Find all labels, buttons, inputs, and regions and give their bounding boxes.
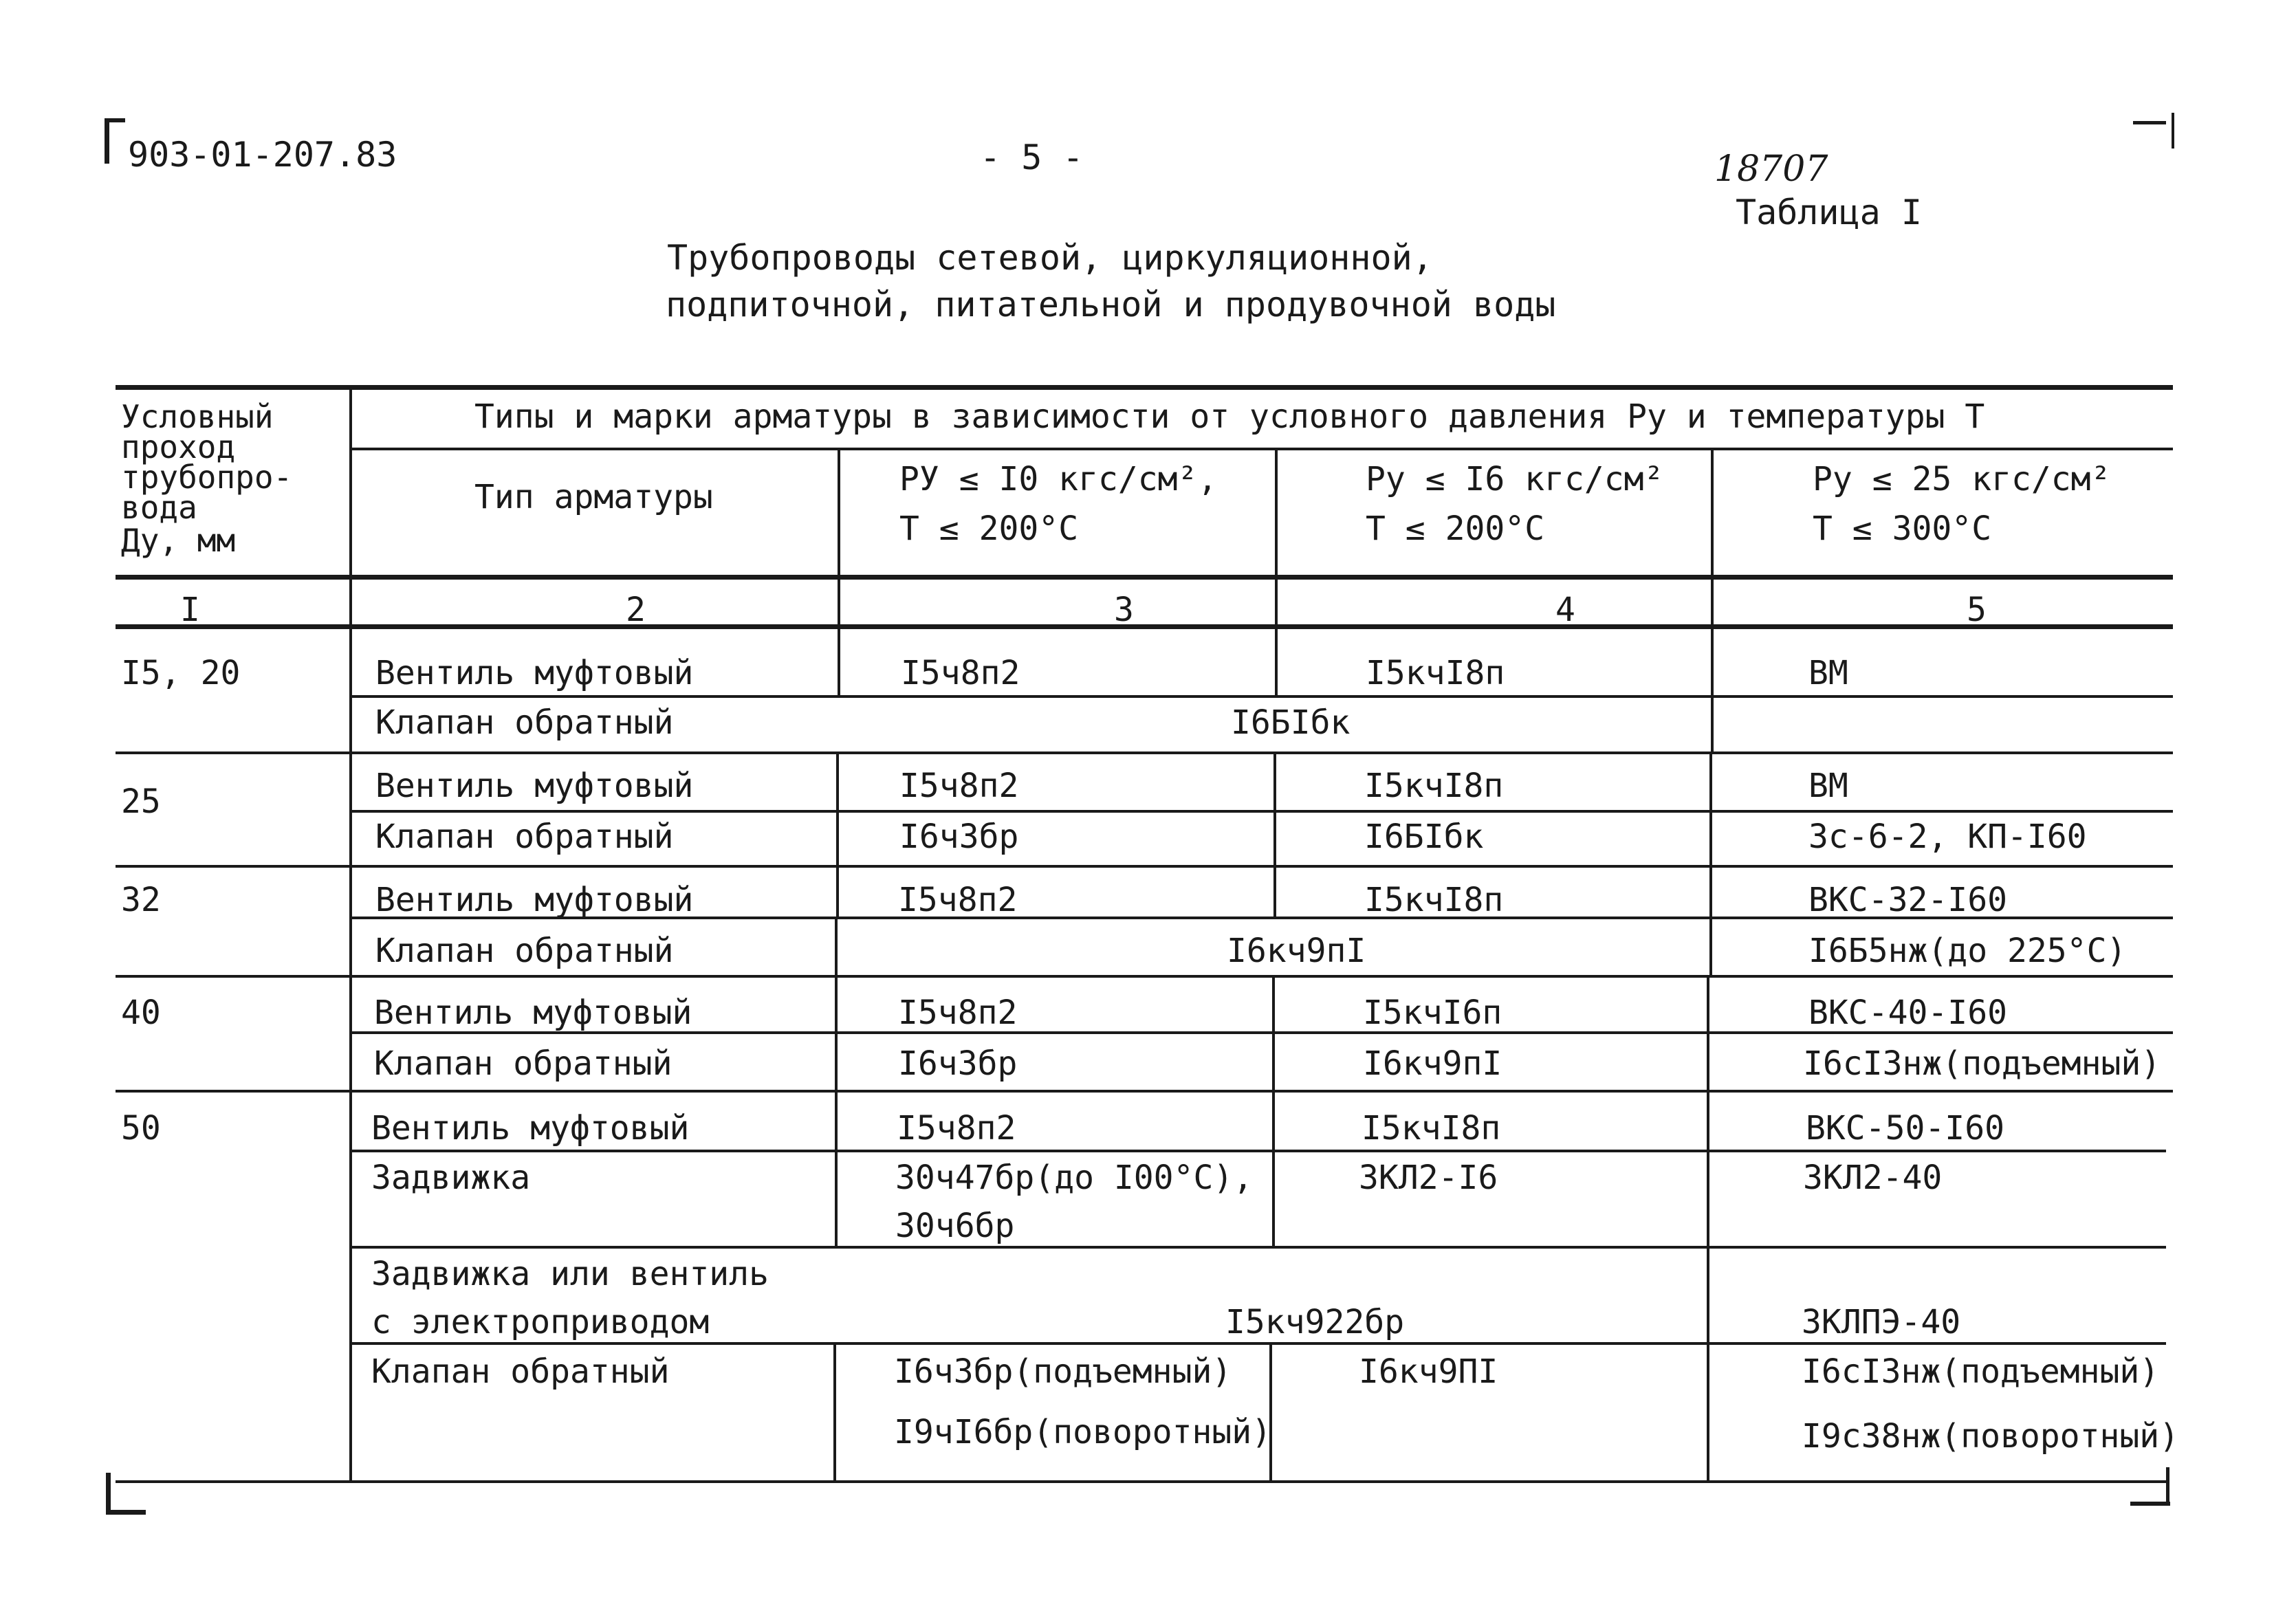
c3-cell: I5ч8п2: [897, 1109, 1016, 1148]
c3-cell-l2: I9чI6бр(поворотный): [894, 1413, 1272, 1451]
corner-mark-top-right: [2133, 121, 2166, 124]
c5-cell: ВМ: [1808, 767, 1848, 805]
rule-g4-end: [116, 1090, 2173, 1093]
c5-cell: 3КЛ2-40: [1803, 1159, 1943, 1197]
rule-g5-r3: [351, 1342, 2166, 1345]
c5-cell: ВКС-32-I60: [1808, 881, 2007, 919]
type-cell: Клапан обратный: [375, 703, 674, 742]
rule-span-bottom: [351, 448, 2173, 450]
head-col3-l2: Т ≤ 200°С: [899, 509, 1079, 548]
rule-g2-end: [116, 865, 2173, 868]
col-line-3-g2: [1273, 751, 1276, 917]
head-col1-l3: трубопро-: [121, 459, 293, 496]
table-title-line1: Трубопроводы сетевой, циркуляционной,: [667, 238, 1433, 278]
c34-cell: I5кч922бр: [1225, 1303, 1405, 1341]
c4-cell: I5кчI8п: [1366, 654, 1505, 692]
col-line-2-g3r2: [835, 917, 838, 975]
head-col5-l2: Т ≤ 300°С: [1813, 509, 1992, 548]
c3-cell-l2: 30ч6бр: [895, 1207, 1015, 1245]
c4-cell: I5кчI8п: [1364, 767, 1504, 805]
head-col1-l4: вода: [121, 489, 197, 526]
head-col1-l1: Условный: [121, 398, 274, 435]
handwritten-number: 18707: [1714, 149, 1828, 190]
col-line-4-g4: [1707, 975, 1709, 1480]
type-cell: Клапан обратный: [374, 1044, 673, 1083]
corner-mark-top-right-v: [2172, 113, 2174, 149]
type-cell: Вентиль муфтовый: [375, 881, 694, 919]
dn-cell: I5, 20: [121, 654, 241, 692]
document-code: 903-01-207.83: [128, 135, 397, 175]
page-number: - 5 -: [980, 138, 1084, 177]
c3-cell: I5ч8п2: [901, 654, 1020, 692]
head-col3-l1: РУ ≤ I0 кгс/см²,: [899, 460, 1218, 498]
c5-cell: I6сI3нж(подъемный): [1803, 1044, 2161, 1083]
c4-cell: I5кчI6п: [1363, 994, 1502, 1032]
rule-head-bottom: [116, 575, 2173, 580]
c5-cell-l2: I9с38нж(поворотный): [1802, 1417, 2180, 1456]
c3-cell: I5ч8п2: [898, 994, 1018, 1032]
head-col1-l5: Ду, мм: [121, 522, 236, 559]
type-cell: Клапан обратный: [375, 818, 674, 856]
corner-mark-top-left-h: [105, 118, 125, 122]
c3-cell: I5ч8п2: [899, 767, 1019, 805]
type-cell-l2: с электроприводом: [371, 1303, 710, 1341]
table-label: Таблица I: [1736, 193, 1922, 232]
type-cell: Вентиль муфтовый: [375, 767, 694, 805]
col-line-4-g1r2: [1711, 695, 1714, 751]
corner-mark-bottom-right-v: [2166, 1467, 2169, 1506]
corner-mark-top-left: [105, 118, 109, 164]
col-number-1: I: [180, 591, 200, 629]
c34-cell: I6кч9пI: [1227, 932, 1366, 970]
c5-cell: ВМ: [1808, 654, 1848, 692]
col-line-2-g4: [835, 975, 838, 1246]
col-number-4: 4: [1555, 591, 1575, 629]
c3-cell: I6ч3бр: [899, 818, 1019, 856]
head-col2: Тип арматуры: [474, 478, 713, 516]
type-cell: Клапан обратный: [375, 932, 674, 970]
head-col4-l1: Ру ≤ I6 кгс/см²: [1366, 460, 1664, 498]
type-cell: Вентиль муфтовый: [374, 994, 692, 1032]
rule-top: [116, 385, 2173, 390]
c4-cell: I6БIбк: [1364, 818, 1484, 856]
c3-cell-l1: 30ч47бр(до I00°С),: [895, 1159, 1254, 1197]
col-line-2-head: [838, 448, 840, 695]
dn-cell: 32: [121, 881, 161, 919]
col-number-2: 2: [626, 591, 646, 629]
col-line-3-head: [1275, 448, 1278, 695]
type-cell: Вентиль муфтовый: [375, 654, 694, 692]
dn-cell: 50: [121, 1109, 161, 1148]
dn-cell: 40: [121, 994, 161, 1032]
c5-cell: 3КЛПЭ-40: [1802, 1303, 1961, 1341]
head-col5-l1: Ру ≤ 25 кгс/см²: [1813, 460, 2111, 498]
col-line-2-g5r4: [833, 1342, 836, 1480]
type-cell-l1: Задвижка или вентиль: [371, 1255, 769, 1293]
c5-cell: ВКС-40-I60: [1808, 994, 2007, 1032]
type-cell: Вентиль муфтовый: [371, 1109, 690, 1148]
corner-mark-bottom-left-h: [106, 1510, 146, 1515]
corner-mark-bottom-left: [106, 1473, 111, 1514]
c3-cell: I6ч3бр: [898, 1044, 1018, 1083]
c3-cell-l1: I6ч3бр(подъемный): [894, 1352, 1232, 1391]
c4-cell: I5кчI8п: [1362, 1109, 1501, 1148]
rule-g1-mid: [351, 695, 2173, 698]
c3-cell: I5ч8п2: [898, 881, 1018, 919]
col-number-3: 3: [1114, 591, 1134, 629]
col-line-1: [349, 385, 352, 1483]
rule-g3-end: [116, 975, 2173, 978]
rule-g1-end: [116, 751, 2173, 754]
c4-cell: 3КЛ2-I6: [1359, 1159, 1498, 1197]
head-col1-l2: проход: [121, 428, 236, 465]
type-cell: Клапан обратный: [371, 1352, 670, 1391]
col-number-5: 5: [1967, 591, 1987, 629]
rule-g5-r1: [351, 1150, 2166, 1152]
c34-cell: I6БIбк: [1231, 703, 1351, 742]
head-col4-l2: Т ≤ 200°С: [1366, 509, 1545, 548]
col-line-4-g2: [1709, 751, 1712, 975]
rule-g5-r2: [351, 1246, 2166, 1249]
col-line-3-g5r4: [1269, 1342, 1272, 1480]
dn-cell: 25: [121, 782, 161, 821]
col-line-2-g2: [836, 751, 839, 917]
corner-mark-bottom-right: [2130, 1502, 2170, 1506]
c4-cell: I6кч9ПI: [1359, 1352, 1498, 1391]
c5-cell: I6Б5нж(до 225°С): [1808, 932, 2127, 970]
c5-cell: 3с-6-2, КП-I60: [1808, 818, 2087, 856]
c4-cell: I6кч9пI: [1363, 1044, 1502, 1083]
table-title-line2: подпиточной, питательной и продувочной воды: [666, 285, 1556, 325]
head-span: Типы и марки арматуры в зависимости от условного давления Ру и температуры Т: [474, 397, 1985, 436]
c4-cell: I5кчI8п: [1364, 881, 1504, 919]
c5-cell: ВКС-50-I60: [1806, 1109, 2004, 1148]
rule-bottom: [116, 1480, 2166, 1483]
col-line-4-head: [1711, 448, 1714, 695]
type-cell: Задвижка: [371, 1159, 531, 1197]
col-line-3-g4: [1272, 975, 1275, 1246]
c5-cell-l1: I6сI3нж(подъемный): [1802, 1352, 2160, 1391]
rule-numbers-bottom: [116, 624, 2173, 629]
rule-g2-mid: [351, 810, 2173, 813]
